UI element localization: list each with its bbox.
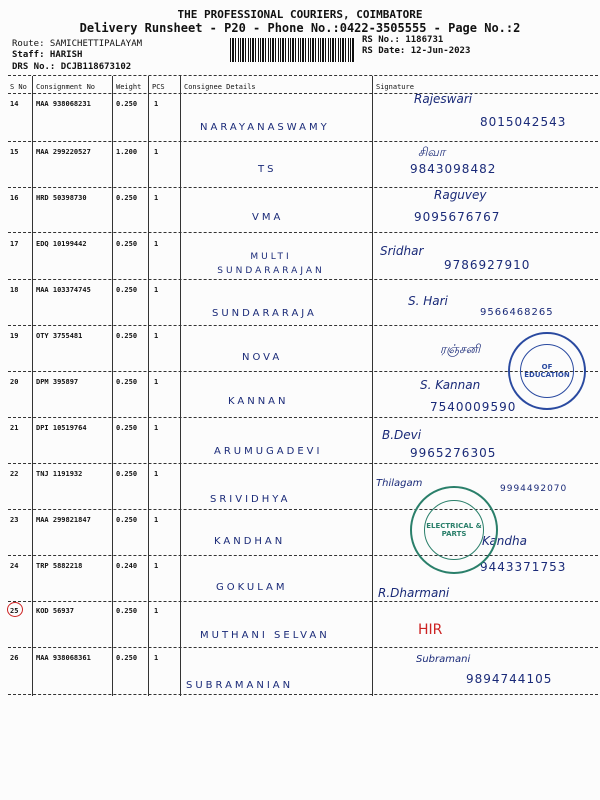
row-weight: 0.250	[116, 424, 138, 432]
row-signature: சிவா	[418, 145, 446, 159]
row-consignment: MAA 938068361	[36, 654, 91, 662]
row-weight: 0.250	[116, 332, 138, 340]
row-phone: 9965276305	[410, 446, 497, 460]
row-consignment: TRP 5882218	[36, 562, 83, 570]
row-weight: 0.250	[116, 607, 138, 615]
row-divider	[8, 463, 598, 464]
row-consignee: SUNDARARAJA	[212, 308, 317, 319]
row-weight: 0.250	[116, 100, 138, 108]
barcode-image	[230, 38, 355, 62]
row-weight: 0.250	[116, 240, 138, 248]
row-pcs: 1	[154, 424, 159, 432]
row-signature: S. Kannan	[420, 378, 481, 392]
row-sno: 22	[10, 470, 19, 478]
column-header-signature: Signature	[376, 83, 414, 91]
row-divider	[8, 232, 598, 233]
row-signature: Kandha	[482, 534, 527, 548]
row-consignee: NARAYANASWAMY	[200, 122, 330, 133]
row-phone: 9443371753	[480, 560, 567, 574]
row-signature: Rajeswari	[414, 92, 473, 106]
row-weight: 0.250	[116, 654, 138, 662]
row-sno: 23	[10, 516, 19, 524]
company-title: THE PROFESSIONAL COURIERS, COIMBATORE	[177, 8, 423, 21]
row-consignee: GOKULAM	[216, 582, 288, 593]
row-divider	[8, 187, 598, 188]
row-weight: 0.250	[116, 194, 138, 202]
row-pcs: 1	[154, 332, 159, 340]
row-pcs: 1	[154, 654, 159, 662]
row-consignee: NOVA	[242, 352, 283, 363]
row-divider	[8, 555, 598, 556]
row-pcs: 1	[154, 148, 159, 156]
row-sno: 20	[10, 378, 19, 386]
row-consignee: SRIVIDHYA	[210, 494, 291, 505]
row-signature: S. Hari	[408, 294, 448, 308]
header-divider	[8, 75, 598, 76]
column-header-weight: Weight	[116, 83, 142, 91]
row-consignment: OTY 3755481	[36, 332, 83, 340]
drs-number: DRS No.: DCJB118673102	[12, 62, 132, 72]
row-signature: Thilagam	[376, 478, 423, 489]
row-signature: B.Devi	[382, 428, 422, 442]
row-consignment: EDQ 10199442	[36, 240, 87, 248]
row-sno: 17	[10, 240, 19, 248]
row-consignment: DPM 395897	[36, 378, 79, 386]
row-weight: 0.250	[116, 516, 138, 524]
row-sno: 14	[10, 100, 19, 108]
row-consignee: KANDHAN	[214, 536, 286, 547]
column-divider	[8, 93, 598, 94]
staff-label: Staff: HARISH	[12, 50, 83, 60]
column-rule	[112, 76, 113, 696]
row-consignment: HRD 50398730	[36, 194, 87, 202]
row-consignment: TNJ 1191932	[36, 470, 83, 478]
row-pcs: 1	[154, 470, 159, 478]
row-sno: 26	[10, 654, 19, 662]
row-pcs: 1	[154, 562, 159, 570]
row-pcs: 1	[154, 100, 159, 108]
row-consignee: MUTHANI SELVAN	[200, 630, 330, 641]
row-consignment: MAA 103374745	[36, 286, 91, 294]
rs-date: RS Date: 12-Jun-2023	[362, 46, 471, 56]
column-rule	[180, 76, 181, 696]
row-pcs: 1	[154, 240, 159, 248]
row-weight: 0.250	[116, 286, 138, 294]
row-signature: Subramani	[416, 654, 471, 665]
column-rule	[32, 76, 33, 696]
row-pcs: 1	[154, 286, 159, 294]
row-pcs: 1	[154, 516, 159, 524]
row-sno: 15	[10, 148, 19, 156]
column-header-consignee: Consignee Details	[184, 83, 256, 91]
row-divider	[8, 279, 598, 280]
row-divider	[8, 694, 598, 695]
column-rule	[372, 76, 373, 696]
row-divider	[8, 509, 598, 510]
row-sno: 21	[10, 424, 19, 432]
row-weight: 0.240	[116, 562, 138, 570]
row-divider	[8, 141, 598, 142]
row-consignee: ARUMUGADEVI	[214, 446, 323, 457]
column-rule	[148, 76, 149, 696]
row-consignee: TS	[258, 164, 277, 175]
row-signature: HIR	[418, 622, 443, 638]
row-phone: 9994492070	[500, 484, 568, 494]
row-weight: 1.200	[116, 148, 138, 156]
row-signature: R.Dharmani	[378, 586, 450, 600]
row-sno: 25	[10, 607, 19, 615]
rs-number: RS No.: 1186731	[362, 35, 444, 45]
row-consignment: MAA 938068231	[36, 100, 91, 108]
row-weight: 0.250	[116, 378, 138, 386]
route-label: Route: SAMICHETTIPALAYAM	[12, 39, 143, 49]
row-weight: 0.250	[116, 470, 138, 478]
row-divider	[8, 417, 598, 418]
column-header-consignment: Consignment No	[36, 83, 96, 91]
row-phone: 8015042543	[480, 115, 567, 129]
row-consignment: MAA 299220527	[36, 148, 91, 156]
row-divider	[8, 325, 598, 326]
electrical-stamp-text: ELECTRICAL & PARTS	[426, 522, 482, 538]
row-consignment: DPI 10519764	[36, 424, 87, 432]
row-signature: Raguvey	[434, 188, 487, 202]
row-pcs: 1	[154, 194, 159, 202]
row-sno: 24	[10, 562, 19, 570]
row-consignment: MAA 299821847	[36, 516, 91, 524]
row-phone: 9894744105	[466, 672, 553, 686]
row-phone: 9095676767	[414, 210, 501, 224]
row-sno: 19	[10, 332, 19, 340]
row-consignment: KOD 56937	[36, 607, 74, 615]
column-header-sno: S No	[10, 83, 27, 91]
row-pcs: 1	[154, 378, 159, 386]
row-signature: ரஞ்சனி	[440, 342, 481, 356]
row-consignee: MULTI SUNDARARAJAN	[217, 252, 325, 276]
runsheet-title: Delivery Runsheet - P20 - Phone No.:0422-3505555 - Page No.:2	[79, 21, 521, 35]
row-phone: 7540009590	[430, 400, 517, 414]
row-consignee: VMA	[252, 212, 284, 223]
row-pcs: 1	[154, 607, 159, 615]
row-divider	[8, 647, 598, 648]
row-signature: Sridhar	[380, 244, 424, 258]
electrical-stamp	[410, 486, 498, 574]
education-stamp-text: OF EDUCATION	[524, 363, 570, 379]
row-sno: 16	[10, 194, 19, 202]
row-consignee: SUBRAMANIAN	[186, 680, 294, 691]
row-phone: 9566468265	[480, 307, 554, 318]
row-consignee: KANNAN	[228, 396, 289, 407]
row-divider	[8, 601, 598, 602]
education-stamp	[508, 332, 586, 410]
row-phone: 9786927910	[444, 258, 531, 272]
row-sno: 18	[10, 286, 19, 294]
column-header-pcs: PCS	[152, 83, 165, 91]
row-phone: 9843098482	[410, 162, 497, 176]
